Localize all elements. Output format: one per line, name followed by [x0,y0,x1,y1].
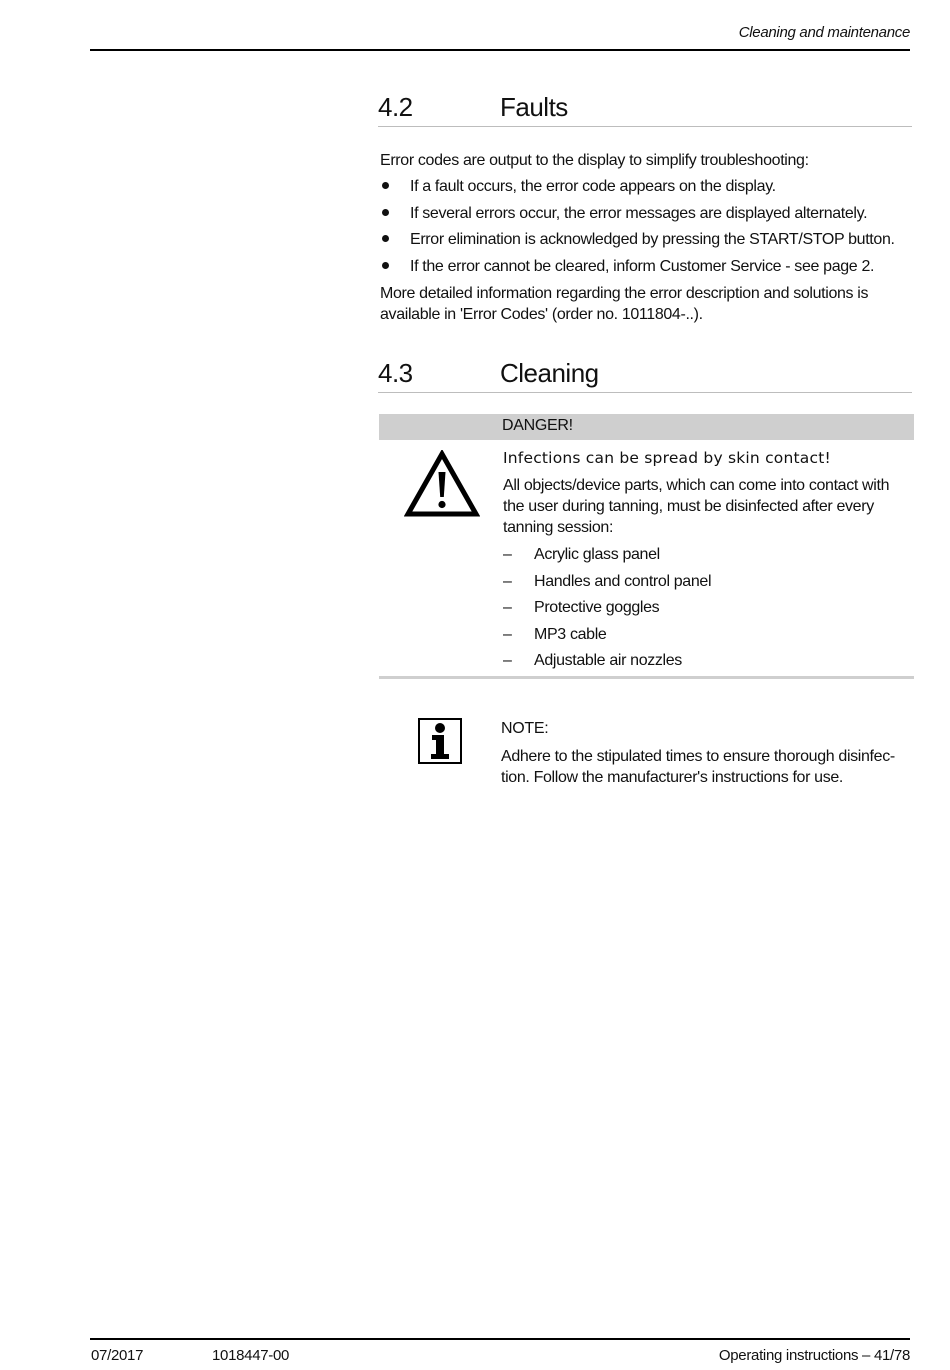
list-item: If several errors occur, the error messages are displayed alternately. [380,203,920,230]
list-item: – Handles and control panel [503,572,712,590]
bullet-icon [382,182,389,189]
bullet-icon [382,262,389,269]
list-item: – Acrylic glass panel [503,546,660,563]
danger-bottom-rule [379,676,914,679]
note-label: NOTE: [501,720,549,737]
list-item: – MP3 cable [503,625,607,643]
section-heading-cleaning [378,358,912,393]
danger-body: All objects/device parts, which can come into contact with the user during tanning, must be disinfected after every tanning session: [503,477,890,536]
note-body: Adhere to the stipulated times to ensure thorough disinfec- tion. Follow the manufacturer's instructions for use. [501,748,895,786]
danger-banner [379,414,914,440]
section-number: 4.3 [378,358,413,388]
list-item: Error elimination is acknowledged by pressing the START/STOP button. [380,229,920,256]
list-item: – Protective goggles [503,599,660,616]
faults-more-info: More detailed information regarding the error description and solutions is available in 'Error Codes' (order no. 1011804-..). [380,285,869,323]
footer-doc-number: 1018447-00 [212,1347,290,1364]
bullet-icon [382,235,389,242]
section-title: Cleaning [500,358,599,388]
danger-label: DANGER! [502,417,573,434]
list-item: If the error cannot be cleared, inform Customer Service - see page 2. [380,256,920,283]
list-item: – Adjustable air nozzles [503,652,682,669]
section-title: Faults [500,92,568,122]
warning-triangle-icon [404,450,480,518]
section-heading-faults [378,92,912,127]
bullet-icon [382,209,389,216]
disinfect-parts-list [503,544,903,677]
footer-date: 07/2017 [91,1347,144,1364]
footer-rule [90,1338,910,1340]
info-icon [418,718,462,764]
faults-bullet-list [380,176,920,282]
section-number: 4.2 [378,92,413,122]
danger-headline: Infections can be spread by skin contact! [503,449,831,467]
list-item: If a fault occurs, the error code appears on the display. [380,176,920,203]
header-rule [90,49,910,51]
faults-intro: Error codes are output to the display to simplify troubleshooting: [380,152,809,169]
footer-page-number: Operating instructions – 41/78 [718,1347,910,1364]
running-header: Cleaning and maintenance [738,24,910,41]
